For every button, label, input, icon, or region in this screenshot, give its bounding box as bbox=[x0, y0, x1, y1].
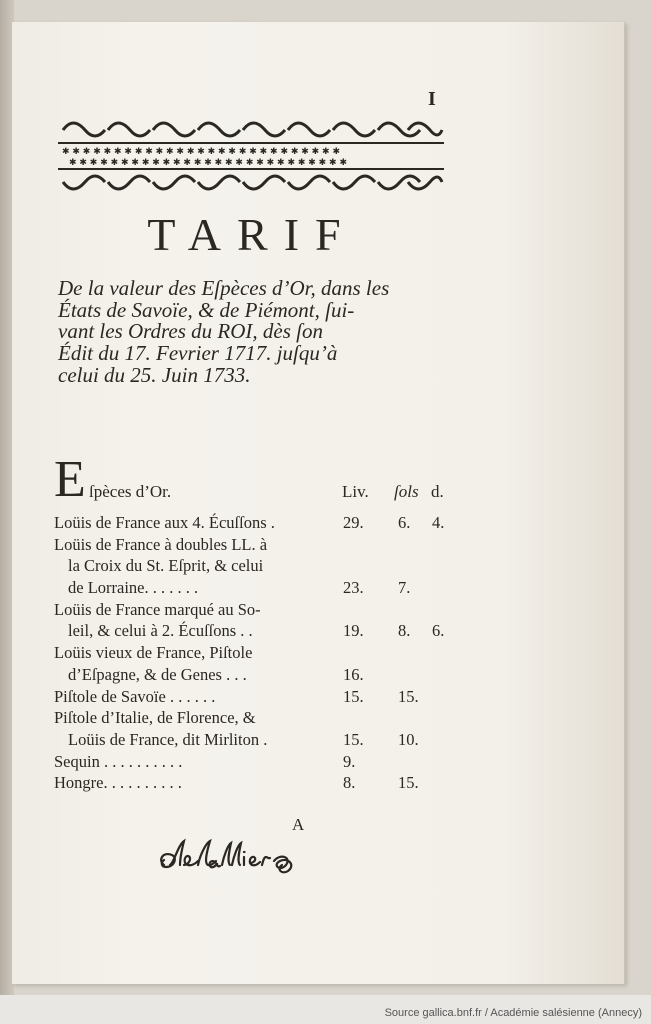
item-name: Loüis de France marqué au So- bbox=[54, 599, 261, 619]
livres-value: 8. bbox=[343, 773, 356, 793]
sols-value: 15. bbox=[398, 773, 419, 793]
table-header bbox=[54, 451, 454, 510]
table-row-line bbox=[54, 642, 454, 664]
table-row bbox=[54, 599, 454, 642]
table-row-line bbox=[54, 772, 454, 794]
table-row bbox=[54, 751, 454, 773]
item-name: Hongre. . . . . . . . . . bbox=[54, 773, 182, 793]
livres-value: 16. bbox=[343, 664, 364, 684]
tariff-table bbox=[54, 512, 454, 794]
table-row bbox=[54, 707, 454, 750]
livres-value: 23. bbox=[343, 578, 364, 598]
item-name: de Lorraine. . . . . . . bbox=[68, 578, 199, 598]
table-row-line bbox=[54, 534, 454, 556]
table-row-line bbox=[54, 512, 454, 534]
table-row-line bbox=[54, 729, 454, 751]
table-row bbox=[54, 642, 454, 685]
table-row-line bbox=[54, 555, 454, 577]
table-row-line bbox=[54, 577, 454, 599]
item-name: leil, & celui à 2. Écuſſons . . bbox=[68, 621, 253, 641]
item-name: d’Eſpagne, & de Genes . . . bbox=[68, 664, 247, 684]
subtitle-line: États de Savoïe, & de Piémont, ſui- bbox=[58, 297, 355, 322]
table-row-line bbox=[54, 686, 454, 708]
item-name: Loüis de France, dit Mirliton . bbox=[68, 729, 268, 749]
deniers-value: 6. bbox=[432, 621, 445, 641]
livres-value: 29. bbox=[343, 513, 364, 532]
subtitle-line: De la valeur des Eſpèces d’Or, dans les bbox=[58, 276, 390, 300]
svg-text:✱ ✱ ✱ ✱ ✱ ✱ ✱ ✱ ✱ ✱ ✱ ✱ ✱ ✱ ✱: ✱ ✱ ✱ ✱ ✱ ✱ ✱ ✱ ✱ ✱ ✱ ✱ ✱ ✱ ✱ ✱ ✱ ✱ ✱ ✱ ✱ ✱ ✱ ✱ ✱ ✱ ✱ bbox=[62, 147, 340, 157]
subtitle-line: celui du 25. Juin 1733. bbox=[58, 362, 251, 387]
livres-value: 19. bbox=[343, 621, 364, 641]
item-name: Loüis de France à doubles LL. à bbox=[54, 534, 268, 554]
table-row bbox=[54, 772, 454, 794]
column-header-item: ſpèces d’Or. bbox=[89, 482, 172, 501]
column-header-deniers: d. bbox=[431, 482, 444, 501]
handwritten-signature bbox=[150, 835, 350, 885]
subtitle-line: vant les Ordres du ROI, dès ſon bbox=[58, 319, 323, 344]
table-row bbox=[54, 512, 454, 534]
table-row bbox=[54, 686, 454, 708]
livres-value: 15. bbox=[343, 686, 364, 706]
item-name: Piſtole d’Italie, de Florence, & bbox=[54, 708, 256, 728]
table-row-line bbox=[54, 664, 454, 686]
livres-value: 9. bbox=[343, 751, 356, 771]
catchword: A bbox=[292, 815, 305, 834]
drop-cap: E bbox=[54, 451, 86, 508]
subtitle-line: Édit du 17. Fevrier 1717. juſqu’à bbox=[58, 341, 338, 366]
item-name: Loüis de France aux 4. Écuſſons . bbox=[54, 513, 275, 532]
document-subtitle bbox=[58, 278, 454, 386]
source-credit: Source gallica.bnf.fr / Académie salésienne (Annecy) bbox=[384, 1007, 642, 1019]
column-header-sols: ſols bbox=[394, 482, 419, 501]
table-row bbox=[54, 534, 454, 599]
table-row-line bbox=[54, 599, 454, 621]
table-row-line bbox=[54, 751, 454, 773]
sols-value: 10. bbox=[398, 729, 419, 749]
svg-text:✱ ✱ ✱ ✱ ✱ ✱ ✱ ✱ ✱ ✱ ✱ ✱ ✱ ✱ ✱: ✱ ✱ ✱ ✱ ✱ ✱ ✱ ✱ ✱ ✱ ✱ ✱ ✱ ✱ ✱ ✱ ✱ ✱ ✱ ✱ ✱ ✱ ✱ ✱ ✱ ✱ ✱ bbox=[69, 158, 347, 168]
sols-value: 7. bbox=[398, 578, 411, 598]
sols-value: 8. bbox=[398, 621, 411, 641]
item-name: Sequin . . . . . . . . . . bbox=[54, 751, 183, 771]
page-number: I bbox=[428, 88, 436, 110]
livres-value: 15. bbox=[343, 729, 364, 749]
document-title: TARIF bbox=[147, 209, 357, 260]
decorative-headpiece bbox=[58, 112, 444, 198]
table-row-line bbox=[54, 620, 454, 642]
sols-value: 6. bbox=[398, 513, 411, 532]
item-name: Loüis vieux de France, Piſtole bbox=[54, 643, 253, 663]
deniers-value: 4. bbox=[432, 513, 445, 532]
column-header-livres: Liv. bbox=[342, 482, 369, 501]
sols-value: 15. bbox=[398, 686, 419, 706]
item-name: la Croix du St. Eſprit, & celui bbox=[68, 556, 264, 576]
item-name: Piſtole de Savoïe . . . . . . bbox=[54, 686, 216, 706]
table-row-line bbox=[54, 707, 454, 729]
